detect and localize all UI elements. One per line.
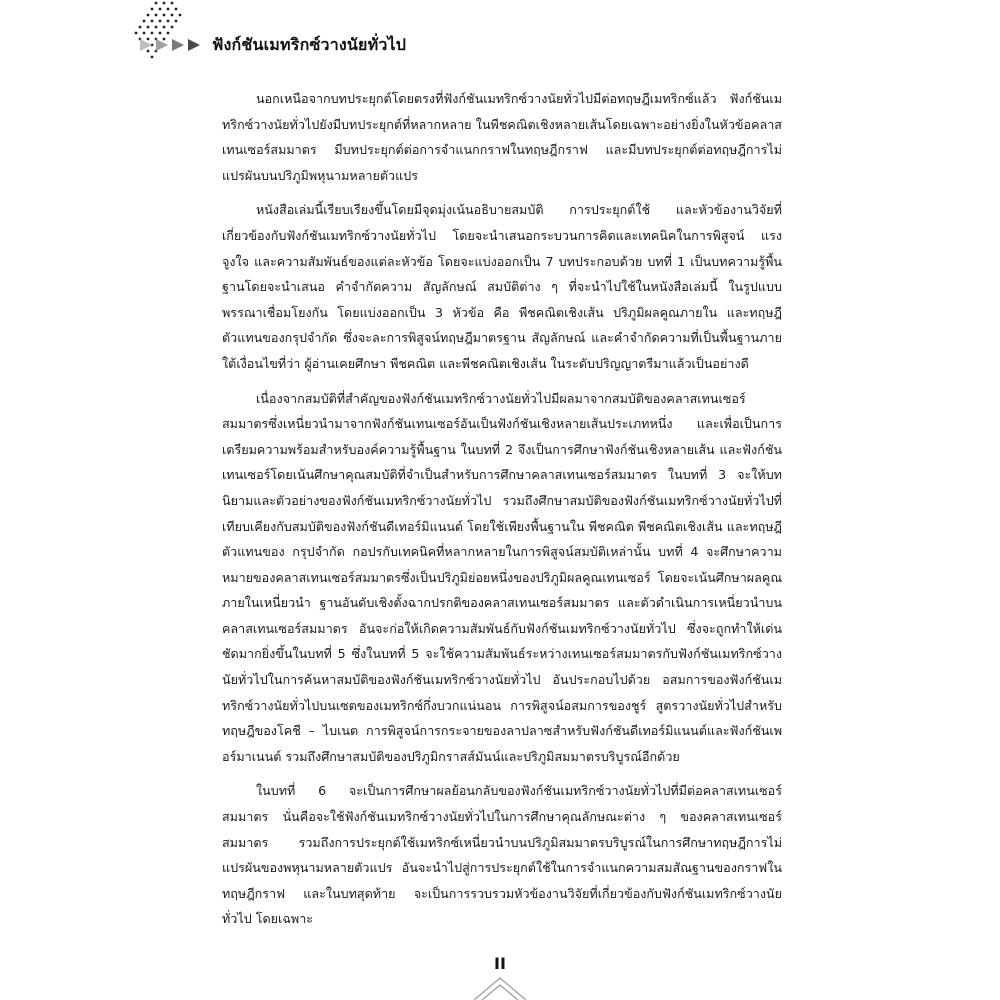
diamond-ornament-icon <box>470 972 530 1000</box>
paragraph: ในบทที่ 6 จะเป็นการศึกษาผลย้อนกลับของฟังก์ชันเมทริกซ์วางนัยทั่วไปที่มีต่อคลาสเทนเซอร์สมมาตร นั่นคือจะใช้ฟังก์ชันเมทริกซ์วางนัยทั่วไปในการศึกษาคุณลักษณะต่าง ๆ ของคลาสเทนเซอร์สมมาตร รวมถึงการประยุกต์ใช้เมทริกซ์เหนี่ยวนำบนปริภูมิสมมาตรบริบูรณ์ในการศึกษาทฤษฎีการไม่แปรผันของพหุนามหลายตัวแปร อันจะนำไปสู่การประยุกต์ใช้ในการจำแนกความสมสัณฐานของกราฟในทฤษฎีกราฟ และในบทสุดท้าย จะเป็นการรวบรวมหัวข้องานวิจัยที่เกี่ยวข้องกับฟังก์ชันเมทริกซ์วางนัยทั่วไป โดยเฉพาะ <box>222 783 782 927</box>
chevron-right-icon <box>140 38 204 52</box>
paragraph: หนังสือเล่มนี้เรียบเรียงขึ้นโดยมีจุดมุ่งเน้นอธิบายสมบัติ การประยุกต์ใช้ และหัวข้องานวิจัยที่เกี่ยวข้องกับฟังก์ชันเมทริกซ์วางนัยทั่วไป โดยจะนำเสนอกระบวนการคิดและเทคนิคในการพิสูจน์ แรงจูงใจ และความสัมพันธ์ของแต่ละหัวข้อ โดยจะแบ่งออกเป็น 7 บทประกอบด้วย บทที่ 1 เป็นบทความรู้พื้นฐานโดยจะนำเสนอ คำจำกัดความ สัญลักษณ์ สมบัติต่าง ๆ ที่จะนำไปใช้ในหนังสือเล่มนี้ ในรูปแบบพรรณาเชื่อมโยงกัน โดยแบ่งออกเป็น 3 หัวข้อ คือ พีชคณิตเชิงเส้น ปริภูมิผลคูณภายใน และทฤษฎีตัวแทนของกรุปจำกัด ซึ่งจะละการพิสูจน์ทฤษฎีมาตรฐาน สัญลักษณ์ และคำจำกัดความที่เป็นพื้นฐานภายใต้เงื่อนไขที่ว่า ผู้อ่านเคยศึกษา พีชคณิต และพีชคณิตเชิงเส้น ในระดับปริญญาตรีมาแล้วเป็นอย่างดี <box>222 202 782 371</box>
header-title: ฟังก์ชันเมทริกซ์วางนัยทั่วไป <box>212 34 407 54</box>
body-text <box>222 86 782 941</box>
running-header <box>140 32 406 58</box>
paragraph: นอกเหนือจากบทประยุกต์โดยตรงที่ฟังก์ชันเมทริกซ์วางนัยทั่วไปมีต่อทฤษฎีเมทริกซ์แล้ว ฟังก์ชันเมทริกซ์วางนัยทั่วไปยังมีบทประยุกต์ที่หลากหลาย ในพีชคณิตเชิงหลายเส้นโดยเฉพาะอย่างยิ่งในหัวข้อคลาสเทนเซอร์สมมาตร มีบทประยุกต์ต่อการจำแนกกราฟในทฤษฎีกราฟ และมีบทประยุกต์ต่อทฤษฎีการไม่แปรผันบนปริภูมิพหุนามหลายตัวแปร <box>222 91 782 183</box>
paragraph: เนื่องจากสมบัติที่สำคัญของฟังก์ชันเมทริกซ์วางนัยทั่วไปมีผลมาจากสมบัติของคลาสเทนเซอร์สมมาตรซึ่งเหนี่ยวนำมาจากฟังก์ชันเทนเซอร์อันเป็นฟังก์ชันเชิงหลายเส้นประเภทหนึ่ง และเพื่อเป็นการเตรียมความพร้อมสำหรับองค์ความรู้พื้นฐาน ในบทที่ 2 จึงเป็นการศึกษาฟังก์ชันเชิงหลายเส้น และฟังก์ชันเทนเซอร์โดยเน้นศึกษาคุณสมบัติที่จำเป็นสำหรับการศึกษาคลาสเทนเซอร์สมมาตร ในบทที่ 3 จะให้บทนิยามและตัวอย่างของฟังก์ชันเมทริกซ์วางนัยทั่วไป รวมถึงศึกษาสมบัติของฟังก์ชันเมทริกซ์วางนัยทั่วไปที่เทียบเคียงกับสมบัติของฟังก์ชันดีเทอร์มิแนนต์ โดยใช้เพียงพื้นฐานใน พีชคณิต พีชคณิตเชิงเส้น และทฤษฎีตัวแทนของ กรุปจำกัด กอปรกับเทคนิคที่หลากหลายในการพิสูจน์สมบัติเหล่านั้น บทที่ 4 จะศึกษาความหมายของคลาสเทนเซอร์สมมาตรซึ่งเป็นปริภูมิย่อยหนึ่งของปริภูมิผลคูณเทนเซอร์ โดยจะเน้นศึกษาผลคูณภายในเหนี่ยวนำ ฐานอันดับเชิงตั้งฉากปรกติของคลาสเทนเซอร์สมมาตร และตัวดำเนินการเหนี่ยวนำบนคลาสเทนเซอร์สมมาตร อันจะก่อให้เกิดความสัมพันธ์กับฟังก์ชันเมทริกซ์วางนัยทั่วไป ซึ่งจะถูกทำให้เด่นชัดมากยิ่งขึ้นในบทที่ 5 ซึ่งในบทที่ 5 จะใช้ความสัมพันธ์ระหว่างเทนเซอร์สมมาตรกับฟังก์ชันเมทริกซ์วางนัยทั่วไปในการค้นหาสมบัติของฟังก์ชันเมทริกซ์วางนัยทั่วไป อันประกอบไปด้วย อสมการของฟังก์ชันเมทริกซ์วางนัยทั่วไปบนเซตของเมทริกซ์กึ่งบวกแน่นอน การพิสูจน์อสมการของชูร์ สูตรวางนัยทั่วไปสำหรับทฤษฎีของโคชี – ไบเนต การพิสูจน์การกระจายของลาปลาซสำหรับฟังก์ชันดีเทอร์มิแนนต์และฟังก์ชันเพอร์มาเนนต์ รวมถึงศึกษาสมบัติของปริภูมิกราสส์มันน์และปริภูมิสมมาตรบริบูรณ์อีกด้วย <box>222 390 782 764</box>
page-number: II <box>494 954 506 973</box>
